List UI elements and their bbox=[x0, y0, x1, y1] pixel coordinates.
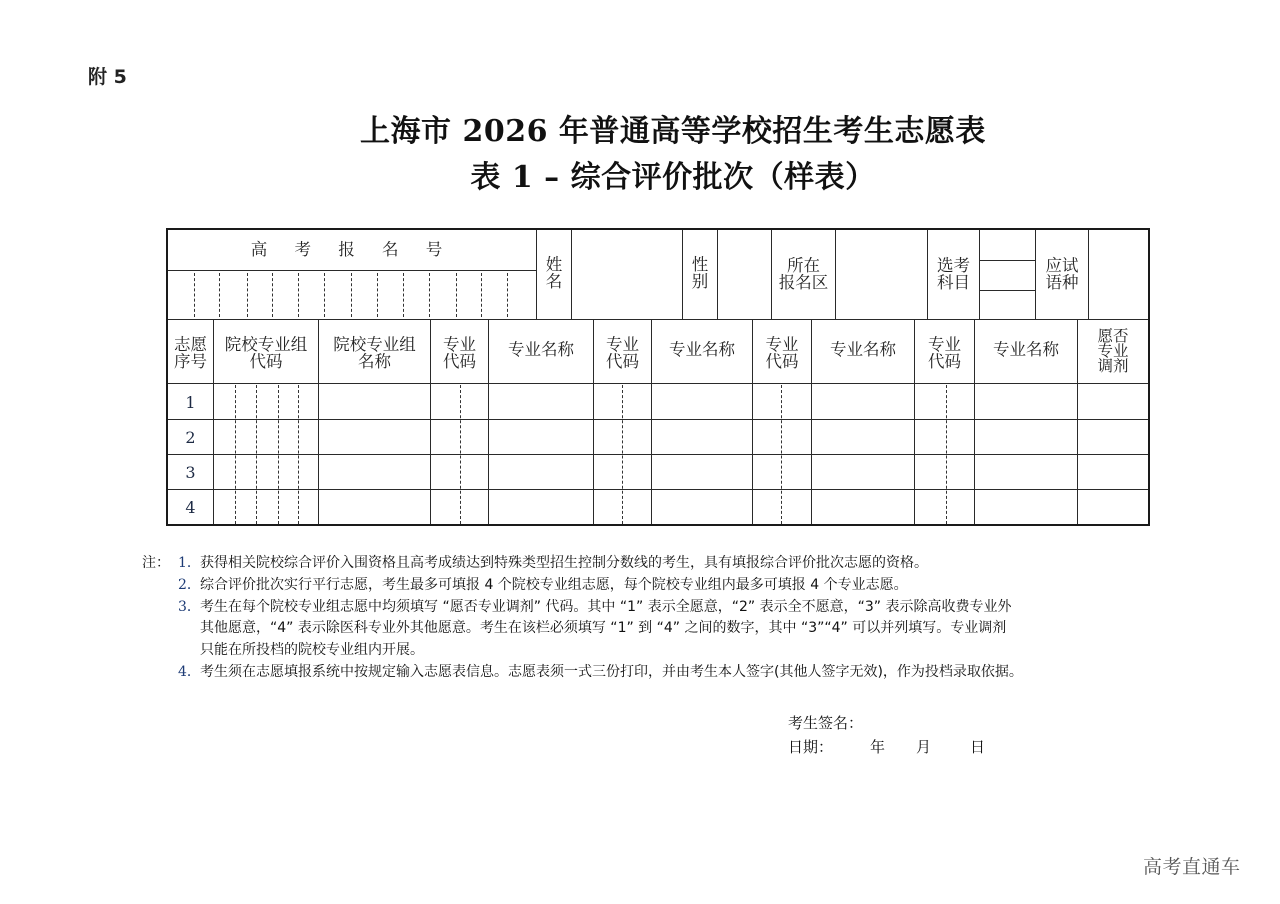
major-code-input[interactable] bbox=[431, 455, 488, 489]
major-code-input[interactable] bbox=[753, 490, 811, 524]
note-item-4: 4．考生须在志愿填报系统中按规定输入志愿表信息。志愿表须一式三份打印，并由考生本人签字(其他人签字无效)，作为投档录取依据。 bbox=[178, 663, 1023, 680]
table-row bbox=[168, 420, 1148, 454]
col-header-major-name-2: 专业名称 bbox=[669, 340, 735, 359]
major-code-input[interactable] bbox=[594, 420, 651, 454]
row-seq: 2 bbox=[185, 428, 196, 447]
col-header-seq: 志愿 序号 bbox=[174, 335, 207, 371]
table-row bbox=[168, 455, 1148, 489]
major-code-input[interactable] bbox=[431, 385, 488, 419]
group-code-input[interactable] bbox=[214, 385, 318, 419]
date-year-label: 年 bbox=[870, 738, 886, 756]
name-label: 姓 名 bbox=[545, 255, 563, 291]
date-label: 日期： bbox=[788, 738, 834, 756]
major-code-input[interactable] bbox=[915, 420, 974, 454]
row-seq: 4 bbox=[185, 498, 196, 517]
col-header-major-code-2: 专业 代码 bbox=[606, 335, 639, 371]
elective-subject-3-input[interactable] bbox=[980, 291, 1035, 320]
major-code-input[interactable] bbox=[431, 420, 488, 454]
group-code-input[interactable] bbox=[214, 420, 318, 454]
signature-field[interactable] bbox=[788, 711, 985, 735]
adjust-input[interactable] bbox=[1078, 420, 1148, 454]
col-header-major-code-1: 专业 代码 bbox=[443, 335, 476, 371]
col-header-group-name: 院校专业组 名称 bbox=[333, 335, 416, 371]
elective-subject-1-input[interactable] bbox=[980, 230, 1035, 260]
major-code-input[interactable] bbox=[915, 385, 974, 419]
row-seq: 1 bbox=[185, 393, 196, 412]
col-header-major-code-4: 专业 代码 bbox=[928, 335, 961, 371]
adjust-input[interactable] bbox=[1078, 490, 1148, 524]
adjust-input[interactable] bbox=[1078, 385, 1148, 419]
major-name-input[interactable] bbox=[975, 490, 1077, 524]
major-code-input[interactable] bbox=[915, 455, 974, 489]
row-seq: 3 bbox=[185, 463, 196, 482]
signature-block bbox=[788, 711, 985, 759]
col-header-major-name-1: 专业名称 bbox=[508, 340, 574, 359]
major-code-input[interactable] bbox=[594, 385, 651, 419]
page-subtitle: 表 1 – 综合评价批次（样表） bbox=[470, 160, 876, 195]
col-header-major-code-3: 专业 代码 bbox=[765, 335, 799, 371]
major-name-input[interactable] bbox=[652, 420, 752, 454]
note-item-3: 3．考生在每个院校专业组志愿中均须填写 “愿否专业调剂” 代码。其中 “1” 表示全愿意，“2” 表示全不愿意，“3” 表示除高收费专业外 bbox=[178, 598, 1012, 615]
col-header-adjust: 愿否 专业 调剂 bbox=[1097, 326, 1129, 375]
reg-number-input[interactable] bbox=[168, 271, 536, 319]
major-code-input[interactable] bbox=[753, 455, 811, 489]
notes-section bbox=[142, 553, 1023, 684]
watermark: 高考直通车 bbox=[1143, 856, 1241, 878]
group-code-input[interactable] bbox=[214, 455, 318, 489]
note-item-2: 2．综合评价批次实行平行志愿，考生最多可填报 4 个院校专业组志愿，每个院校专业组内最多可填报 4 个专业志愿。 bbox=[178, 576, 908, 593]
notes-heading: 注： bbox=[142, 555, 170, 571]
major-name-input[interactable] bbox=[812, 420, 914, 454]
major-name-input[interactable] bbox=[652, 455, 752, 489]
elective-subject-2-input[interactable] bbox=[980, 261, 1035, 290]
gender-input[interactable] bbox=[718, 230, 771, 320]
group-code-input[interactable] bbox=[214, 490, 318, 524]
group-name-input[interactable] bbox=[319, 490, 430, 524]
note-item-1: 注： 1．获得相关院校综合评价入围资格且高考成绩达到特殊类型招生控制分数线的考生，具有填报综合评价批次志愿的资格。 bbox=[142, 553, 1023, 575]
exam-language-input[interactable] bbox=[1089, 230, 1149, 320]
group-name-input[interactable] bbox=[319, 455, 430, 489]
exam-language-label: 应试 语种 bbox=[1045, 256, 1079, 292]
district-input[interactable] bbox=[836, 230, 927, 320]
elective-subjects-label: 选考 科目 bbox=[937, 256, 970, 292]
major-name-input[interactable] bbox=[812, 490, 914, 524]
page-title: 上海市 2026 年普通高等学校招生考生志愿表 bbox=[360, 114, 986, 149]
gender-label: 性 别 bbox=[691, 255, 709, 291]
col-header-group-code: 院校专业组 代码 bbox=[224, 335, 308, 371]
signature-label: 考生签名： bbox=[788, 714, 864, 732]
major-code-input[interactable] bbox=[431, 490, 488, 524]
date-day-label: 日 bbox=[970, 738, 986, 756]
major-name-input[interactable] bbox=[652, 385, 752, 419]
group-name-input[interactable] bbox=[319, 385, 430, 419]
major-code-input[interactable] bbox=[915, 490, 974, 524]
name-input[interactable] bbox=[572, 230, 682, 320]
major-code-input[interactable] bbox=[594, 455, 651, 489]
table-row bbox=[168, 490, 1148, 524]
major-name-input[interactable] bbox=[489, 455, 593, 489]
district-label: 所在 报名区 bbox=[778, 256, 829, 292]
major-name-input[interactable] bbox=[975, 455, 1077, 489]
note-item-3-cont: 只能在所投档的院校专业组内开展。 bbox=[200, 642, 424, 659]
major-code-input[interactable] bbox=[753, 420, 811, 454]
major-name-input[interactable] bbox=[812, 455, 914, 489]
group-name-input[interactable] bbox=[319, 420, 430, 454]
note-item-3-cont: 其他愿意，“4” 表示除医科专业外其他愿意。考生在该栏必须填写 “1” 到 “4” 之间的数字，其中 “3”“4” 可以并列填写。专业调剂 bbox=[200, 620, 1007, 637]
attachment-label: 附 5 bbox=[88, 66, 127, 88]
table-row bbox=[168, 385, 1148, 419]
major-name-input[interactable] bbox=[489, 420, 593, 454]
adjust-input[interactable] bbox=[1078, 455, 1148, 489]
col-header-major-name-3: 专业名称 bbox=[830, 340, 896, 359]
major-name-input[interactable] bbox=[652, 490, 752, 524]
major-name-input[interactable] bbox=[812, 385, 914, 419]
major-name-input[interactable] bbox=[975, 385, 1077, 419]
date-field[interactable] bbox=[788, 735, 985, 759]
reg-number-label: 高 考 报 名 号 bbox=[250, 240, 454, 259]
major-name-input[interactable] bbox=[975, 420, 1077, 454]
date-month-label: 月 bbox=[916, 738, 932, 756]
major-code-input[interactable] bbox=[753, 385, 811, 419]
major-name-input[interactable] bbox=[489, 490, 593, 524]
col-header-major-name-4: 专业名称 bbox=[993, 340, 1059, 359]
major-code-input[interactable] bbox=[594, 490, 651, 524]
application-form-table bbox=[166, 228, 1150, 526]
major-name-input[interactable] bbox=[489, 385, 593, 419]
